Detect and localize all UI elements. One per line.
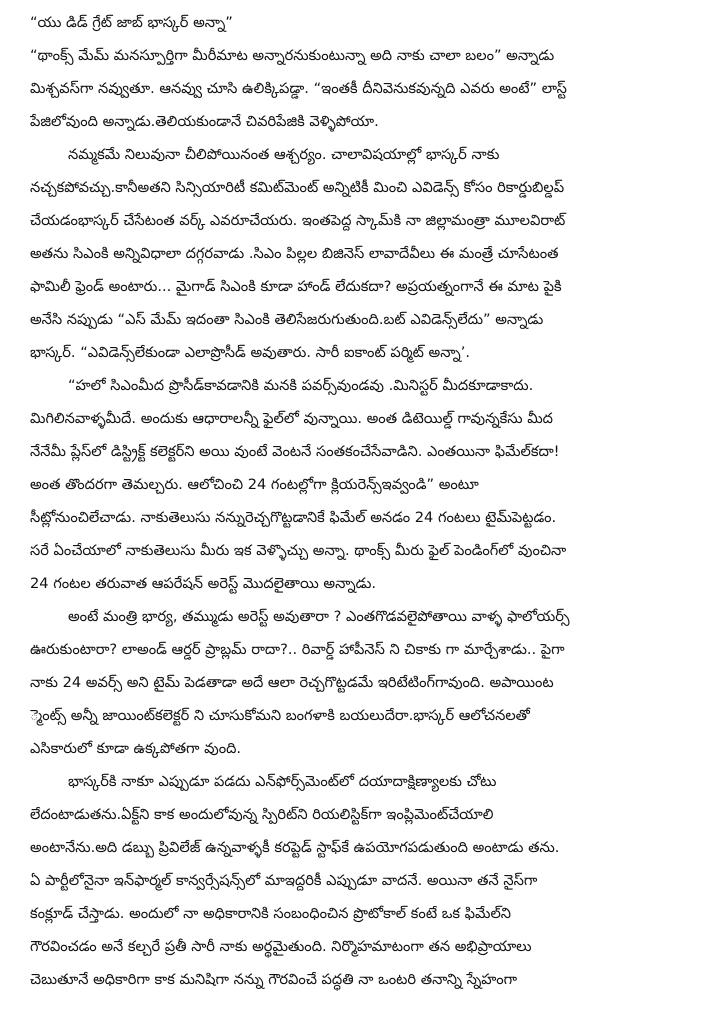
- text-line: “హలో సిఎంమీద ప్రొసీడ్‌కావడానికి మనకి పవర్స్‌వుండవు .మినిస్టర్ మీదకూడాకాదు.: [68, 377, 534, 394]
- text-line: సరే ఏంచేయాలో నాకుతెలుసు మీరు ఇక వెళ్ళొచ్చు అన్నా. థాంక్స్ మీరు ఫైల్ పెండింగ్‌లో వుంచినా: [30, 542, 567, 559]
- text-line: చెబుతూనే అధికారిగా కాక మనిషిగా నన్ను గౌరవించే పద్ధతి నా ఒంటరి తనాన్ని స్నేహంగా: [30, 971, 518, 988]
- text-line: “థాంక్స్ మేమ్ మనస్పూర్తిగా మీరీమాట అన్నారనుకుంటున్నా అది నాకు చాలా బలం” అన్నాడు: [30, 47, 555, 64]
- text-line: అనేసి నప్పుడు “ఎస్ మేమ్ ఇదంతా సిఎంకి తెలిసేజరుగుతుంది.బట్ ఎవిడెన్స్‌లేదు” అన్నాడు: [30, 311, 544, 328]
- text-line: 24 గంటల తరువాత ఆపరేషన్ అరెస్ట్ మొదలైతాయి అన్నాడు.: [30, 575, 377, 592]
- text-line: మిగిలినవాళ్ళమీదే. అందుకు ఆధారాలన్నీ ఫైల్‌లో వున్నాయి. అంత డిటెయిల్డ్ గావున్నకేసు మీద: [30, 410, 553, 427]
- text-line: మిశ్చవస్‌గా నవ్వుతూ. ఆనవ్వు చూసి ఉలిక్కిపడ్డా. “ఇంతకీ దీనివెనుకవున్నది ఎవరు అంటే” లాస్ట్: [30, 80, 567, 97]
- text-line: అంత తొందరగా తెమల్చరు. ఆలోచించి 24 గంటల్లోగా క్లియరెన్స్‌ఇవ్వండి” అంటూ: [30, 476, 479, 493]
- text-line: సీట్లోనుంచిలేచాడు. నాకుతెలుసు నన్నురెచ్చగొట్టడానికే ఫిమేల్ అనడం 24 గంటలు టైమ్‌పెట్టడం.: [30, 509, 557, 526]
- text-line: పేజిలోవుంది అన్నాడు.తెలియకుండానే చివరిపేజికి వెళ్ళిపోయా.: [30, 113, 379, 130]
- text-line: నాకు 24 అవర్స్ అని టైమ్ పెడతాడా అదే ఆలా రెచ్చగొట్టడమే ఇరిటేటింగ్‌గావుంది. అపాయింట: [30, 674, 554, 691]
- text-line: నమ్మకమే నిలువునా చీలిపోయినంత ఆశ్చర్యం. చాలావిషయాల్లో భాస్కర్ నాకు: [68, 146, 500, 163]
- text-line: లేదంటాడుతను.ఏక్ట్‌ని కాక అందులోవున్న స్పిరిట్‌ని రియలిస్టిక్‌గా ఇంప్లిమెంట్‌చేయాలి: [30, 806, 494, 823]
- text-line: చేయడంభాస్కర్ చేసేటంత వర్క్ ఎవరూచేయరు. ఇంతపెద్ద స్కామ్‌కి నా జిల్లామంత్రా మూలవిరాట్: [30, 212, 566, 229]
- text-line: భాస్కర్. “ఎవిడెన్స్‌లేకుండా ఎలాప్రొసీడ్ అవుతారు. సారీ ఐకాంట్ పర్మిట్ అన్నా’.: [30, 344, 470, 361]
- text-line: నచ్చకపోవచ్చు.కానీఅతని సిన్సియారిటీ కమిట్‌మెంట్ అన్నిటికీ మించి ఎవిడెన్స్ కోసం రికార్డుబిల్డప్: [30, 179, 565, 196]
- text-body: [30, 6, 706, 996]
- text-line: ఎసికారులో కూడా ఉక్కపోతగా వుంది.: [30, 740, 242, 757]
- text-line: ్మెంట్స్ అన్నీ జాయింట్‌కలెక్టర్ ని చూసుకోమని బంగళాకి బయలుదేరా.భాస్కర్ ఆలోచనలతో: [30, 707, 530, 724]
- text-line: భాస్కర్‌కి నాకూ ఎప్పుడూ పడదు ఎన్‌ఫోర్స్‌మెంట్‌లో దయాదాక్షిణ్యాలకు చోటు: [68, 773, 497, 790]
- text-line: అంటే మంత్రి భార్య, తమ్ముడు అరెస్ట్ అవుతారా ? ఎంతగొడవలైపోతాయి వాళ్ళ ఫాలోయర్స్: [68, 608, 570, 625]
- text-line: నేనేమీ ప్లేస్‌లో డిస్ట్రిక్ట్ కలెక్టర్‌ని అయి వుంటే వెంటనే సంతకంచేసేవాడిని. ఎంతయినా ఫిమేల్‌కదా!: [30, 443, 560, 460]
- text-line: ఊరుకుంటారా? లాఅండ్ ఆర్డర్ ప్రాబ్లమ్ రాదా?.. రివార్డ్ హాపీనెస్ ని చికాకు గా మార్చేశాడు.. పైగా: [30, 641, 565, 658]
- text-line: ఫామిలీ ఫ్రెండ్ అంటారు... మైగాడ్ సిఎంకి కూడా హాండ్ లేదుకదా? అప్రయత్నంగానే ఈ మాట పైకి: [30, 278, 562, 295]
- text-line: ఏ పార్టీలోనైనా ఇన్‌ఫార్మల్ కాన్వర్సేషన్స్‌లో మాఇద్దరికీ ఎప్పుడూ వాదనే. అయినా తనే నైస్‌గా: [30, 872, 538, 889]
- text-line: అంటానేను.అది డబ్బు ప్రివిలేజ్ ఉన్నవాళ్ళకీ కరప్టెడ్ స్టాఫ్‌కే ఉపయోగపడుతుంది అంటాడు తను.: [30, 839, 560, 856]
- text-line: కంక్లూడ్ చేస్తాడు. అందులో నా అధికారానికి సంబంధించిన ప్రొటోకాల్ కంటే ఒక ఫిమేల్‌ని: [30, 905, 512, 922]
- text-line: అతను సిఎంకి అన్నివిధాలా దగ్గరవాడు .సిఎం పిల్లల బిజినెస్ లావాదేవీలు ఈ మంత్రే చూసేటంత: [30, 245, 559, 262]
- text-line: “యు డిడ్ గ్రేట్ జాబ్ భాస్కర్ అన్నా”: [30, 14, 233, 31]
- text-line: గౌరవించడం అనే కల్చరే ప్రతీ సారీ నాకు అర్థమైతుంది. నిర్మొహమాటంగా తన అభిప్రాయాలు: [30, 938, 532, 955]
